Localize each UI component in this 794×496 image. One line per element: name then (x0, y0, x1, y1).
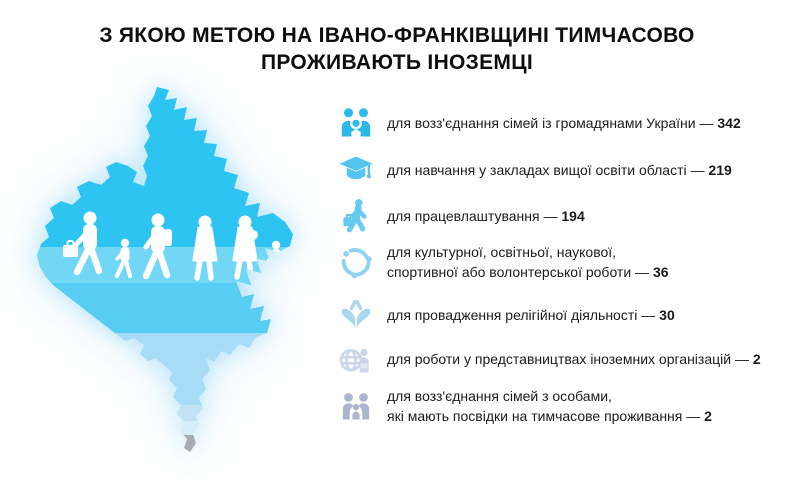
purpose-label: для культурної, освітньої, наукової, спортивної або волонтерської роботи — 36 (387, 244, 669, 280)
family-icon (337, 104, 375, 142)
collaboration-icon (337, 243, 375, 281)
map-tip-gray (4, 435, 354, 460)
purpose-label: для возз'єднання сімей із громадянами України — 342 (387, 115, 741, 131)
region-shape (4, 78, 354, 460)
globe-person-icon (337, 340, 375, 378)
purpose-item-employment (337, 197, 787, 235)
map-band-2 (4, 283, 354, 333)
purpose-item-family-with-permit-holders (337, 386, 787, 426)
purpose-item-education (337, 151, 787, 189)
region-map-ivano-frankivsk (4, 78, 354, 460)
purpose-value: 2 (704, 408, 712, 424)
family-care-icon (337, 387, 375, 425)
purpose-value: 342 (717, 115, 741, 131)
purpose-value: 30 (659, 307, 675, 323)
purpose-label: для провадження релігійної діяльності — 30 (387, 307, 675, 323)
praying-hands-icon (337, 296, 375, 334)
purpose-label: для роботи у представництвах іноземних організацій — 2 (387, 351, 761, 367)
graduation-cap-icon (337, 151, 375, 189)
purpose-label: для працевлаштування — 194 (387, 208, 585, 224)
purpose-value: 219 (708, 162, 732, 178)
page-title-line1: З ЯКОЮ МЕТОЮ НА ІВАНО-ФРАНКІВЩИНІ ТИМЧАСОВО (99, 24, 695, 47)
purpose-item-religious-activity (337, 296, 787, 334)
purpose-value: 2 (752, 351, 761, 367)
page-title-line2: ПРОЖИВАЮТЬ ІНОЗЕМЦІ (261, 51, 533, 74)
map-band-5 (4, 421, 354, 435)
map-band-4 (4, 405, 354, 421)
purpose-item-cultural-volunteer-work (337, 242, 787, 282)
purpose-item-family-reunification (337, 104, 787, 142)
purpose-value: 194 (561, 208, 585, 224)
purpose-item-foreign-organizations (337, 340, 787, 378)
purpose-label: для возз'єднання сімей з особами, які мають посвідки на тимчасове проживання — 2 (387, 388, 712, 424)
employment-icon (337, 197, 375, 235)
purpose-label: для навчання у закладах вищої освіти області — 219 (387, 162, 732, 178)
walk-strip (4, 247, 354, 283)
page-title (0, 22, 794, 76)
purpose-value: 36 (652, 264, 669, 280)
purpose-list (337, 104, 787, 426)
map-band-3 (4, 333, 354, 405)
